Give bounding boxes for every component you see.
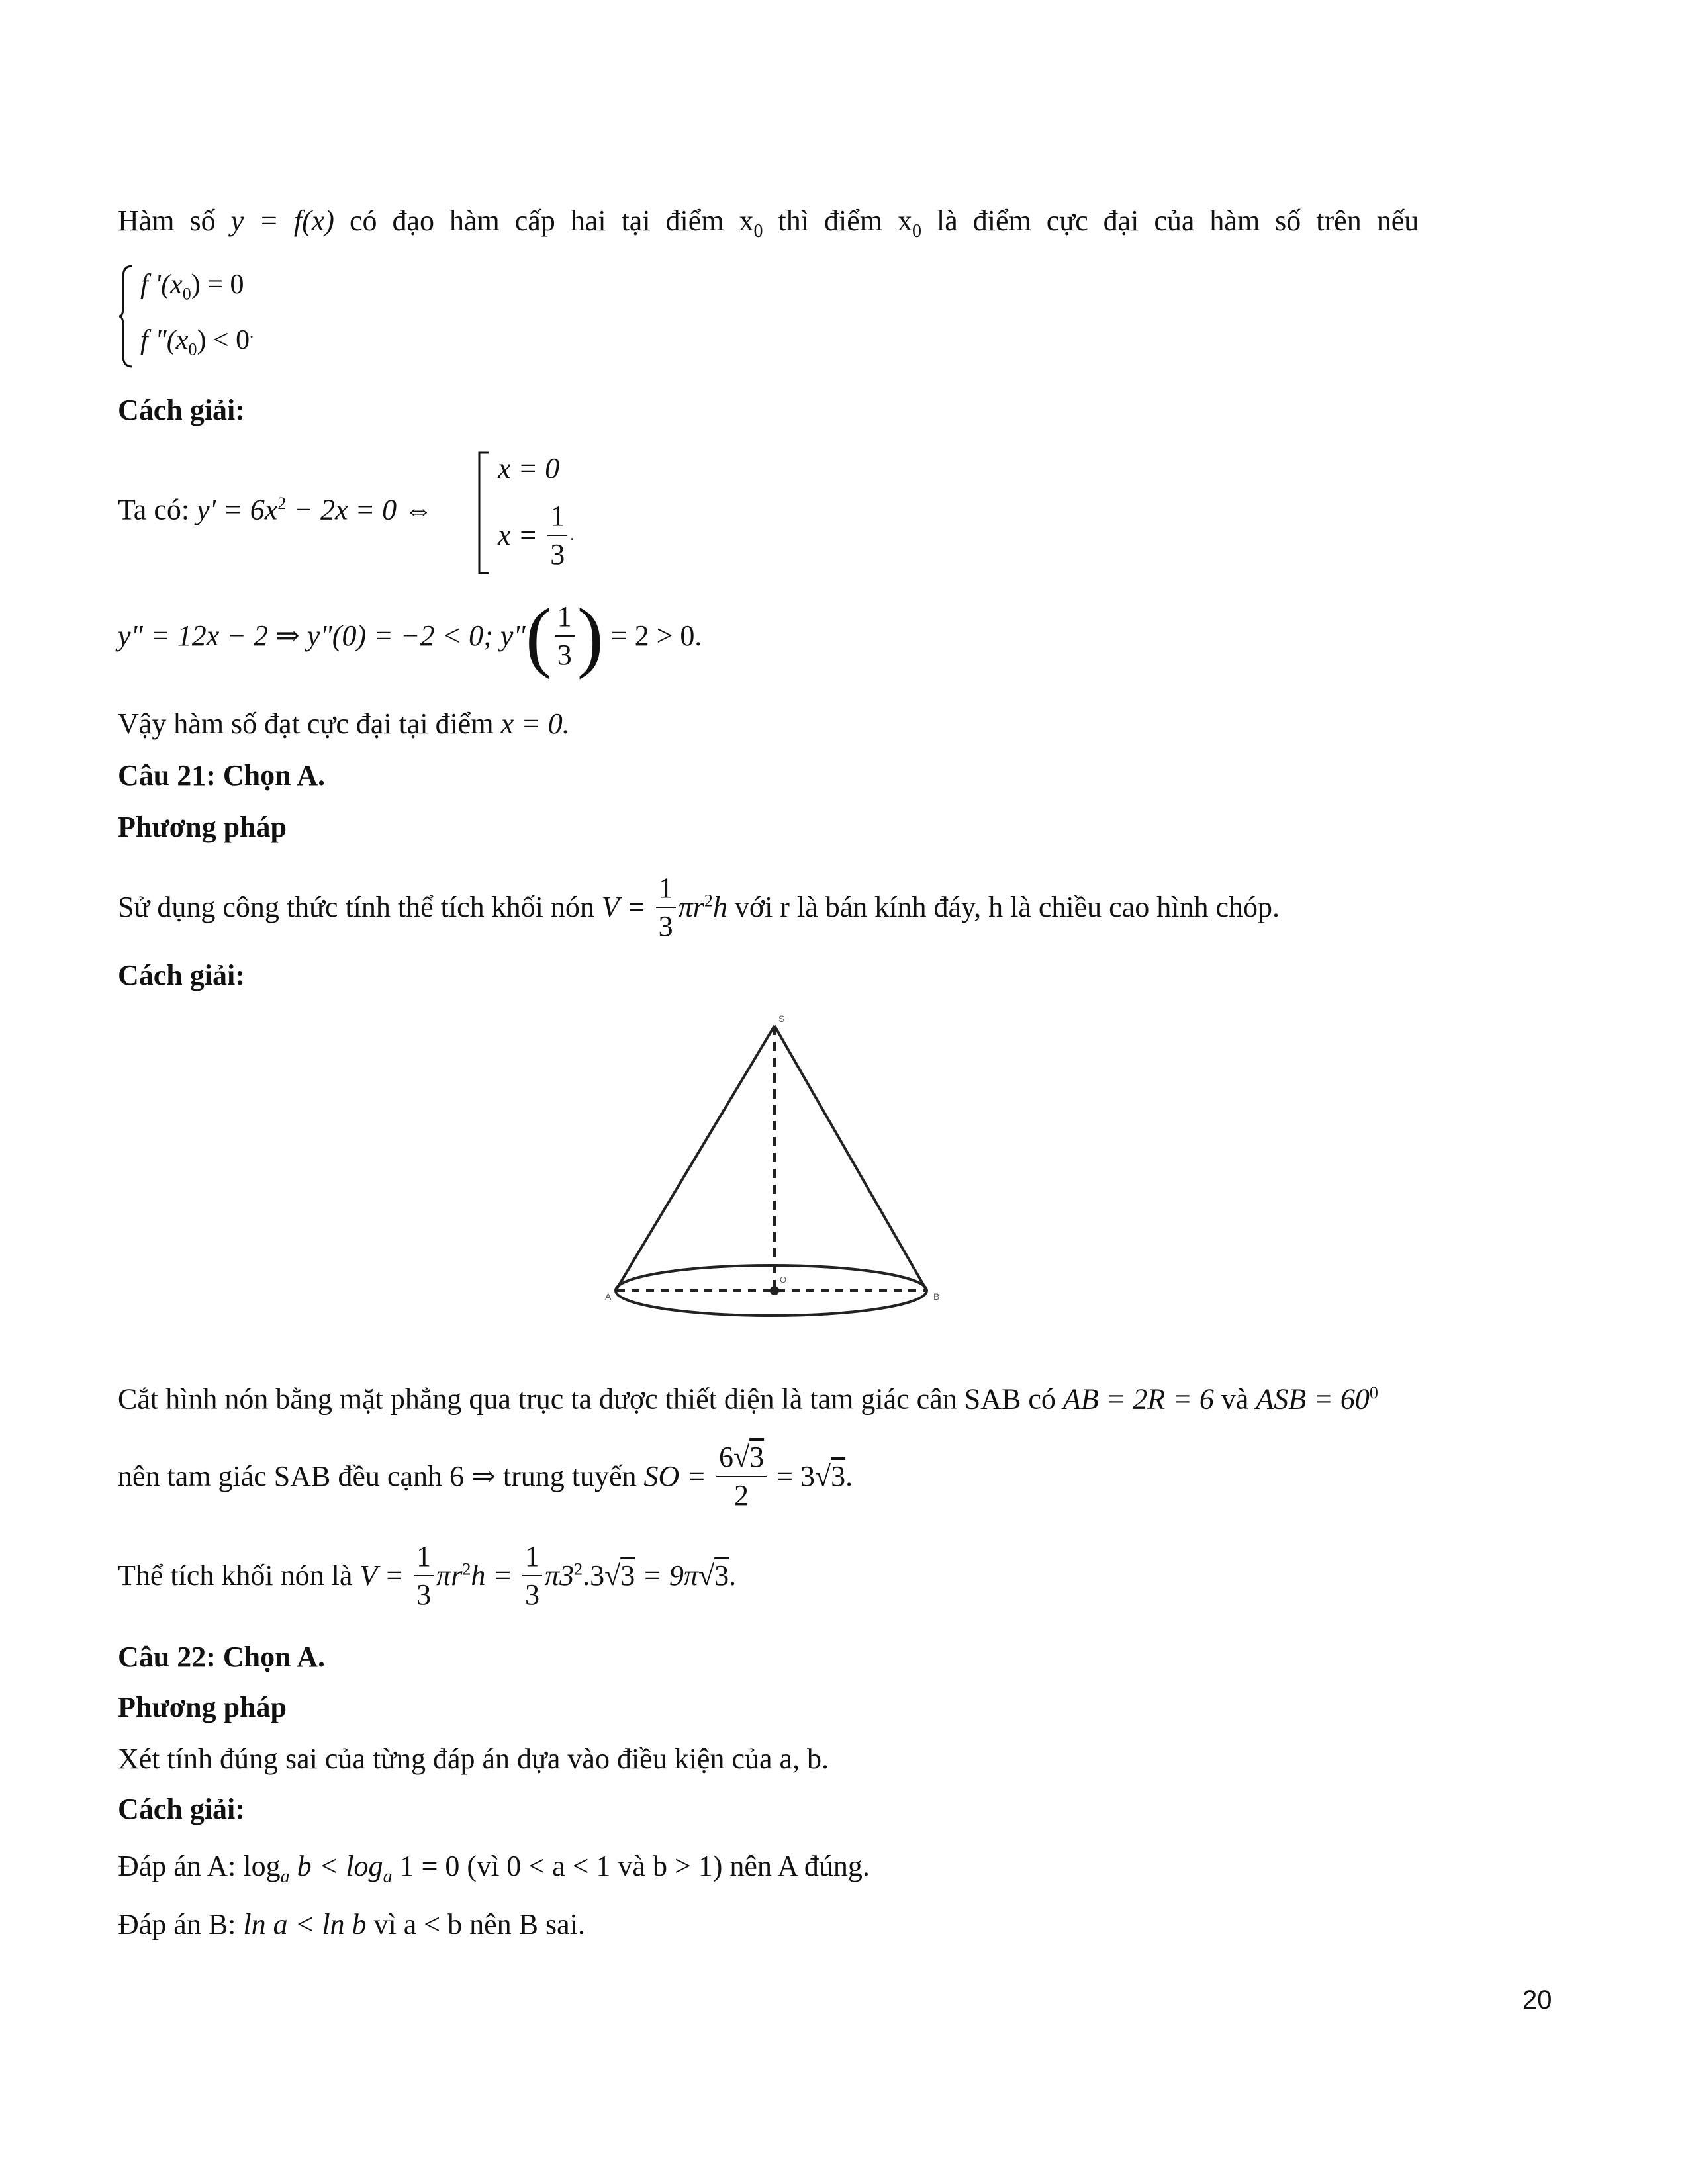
conclusion-line: Vậy hàm số đạt cực đại tại điểm x = 0. — [118, 707, 570, 740]
cone-edge-sb — [774, 1026, 927, 1291]
question-21-method: Phương pháp — [118, 811, 287, 843]
case-x-equals-one-third: x = $\frac{1}{3}$ . — [498, 500, 575, 570]
equilateral-median-line: nên tam giác SAB đều cạnh 6 ⇒ trung tuyến SO = $\frac{6√3}{2}$ = 3√3. — [118, 1441, 853, 1512]
question-22-method-text: Xét tính đúng sai của từng đáp án dựa vào điều kiện của a, b. — [118, 1743, 829, 1775]
question-22-title: Câu 22: Chọn A. — [118, 1641, 325, 1673]
intro-line: Hàm số y = f(x) có đạo hàm cấp hai tại điểm $x_0$ thì điểm $x_0$ là điểm cực đại của hàm số trên nếu — [118, 205, 1419, 242]
label-b: B — [933, 1291, 940, 1302]
cone-figure — [596, 1006, 966, 1324]
page-number: 20 — [1523, 1985, 1552, 2015]
cone-volume-formula-line: Sử dụng công thức tính thể tích khối nón V = $\frac{1}{3}$ $\pi r^2h$ với r là bán kính đáy, h là chiều cao hình chóp. — [118, 872, 1280, 942]
solution-heading-22: Cách giải: — [118, 1793, 245, 1825]
answer-a-line: Đáp án A: $\log_a b < \log_a 1 = 0$ (vì 0 < a < 1 và b > 1) nên A đúng. — [118, 1850, 870, 1887]
second-derivative-line: y" = 12x − 2 ⇒ y"(0) = −2 < 0; y"( $\frac{1}{3}$ ) = 2 > 0. — [118, 592, 702, 680]
answer-b-line: Đáp án B: ln a < ln b vì a < b nên B sai. — [118, 1908, 585, 1940]
cone-edge-sa — [616, 1026, 774, 1291]
question-22-method: Phương pháp — [118, 1691, 287, 1723]
derivative-line: Ta có: $y' = 6x^2 - 2x = 0$ ⇔ — [118, 493, 434, 526]
solution-heading-1: Cách giải: — [118, 394, 245, 426]
cross-section-line: Cắt hình nón bằng mặt phẳng qua trục ta dược thiết diện là tam giác cân SAB có AB = 2R = 6 và ASB = $60^0$ — [118, 1383, 1378, 1416]
label-s: S — [778, 1013, 785, 1024]
solution-heading-21: Cách giải: — [118, 959, 245, 991]
left-brace — [118, 263, 135, 369]
cone-center-point — [770, 1286, 779, 1295]
question-21-title: Câu 21: Chọn A. — [118, 759, 325, 792]
cone-volume-result-line: Thể tích khối nón là V = $\frac{1}{3}$ $\pi r^2h$ = $\frac{1}{3}$ $\pi 3^2.3√3 = 9\pi√3$. — [118, 1540, 737, 1611]
case-x-equals-0: x = 0 — [498, 452, 560, 484]
label-o: O — [780, 1275, 787, 1285]
condition-second-derivative: f "$(x_0) < 0^.$ — [140, 324, 254, 359]
condition-first-derivative: f '$(x_0) = 0$ — [140, 269, 244, 304]
case-bracket — [477, 450, 490, 576]
label-a: A — [605, 1291, 612, 1302]
intro-function-eq: y = f(x) — [230, 205, 334, 237]
